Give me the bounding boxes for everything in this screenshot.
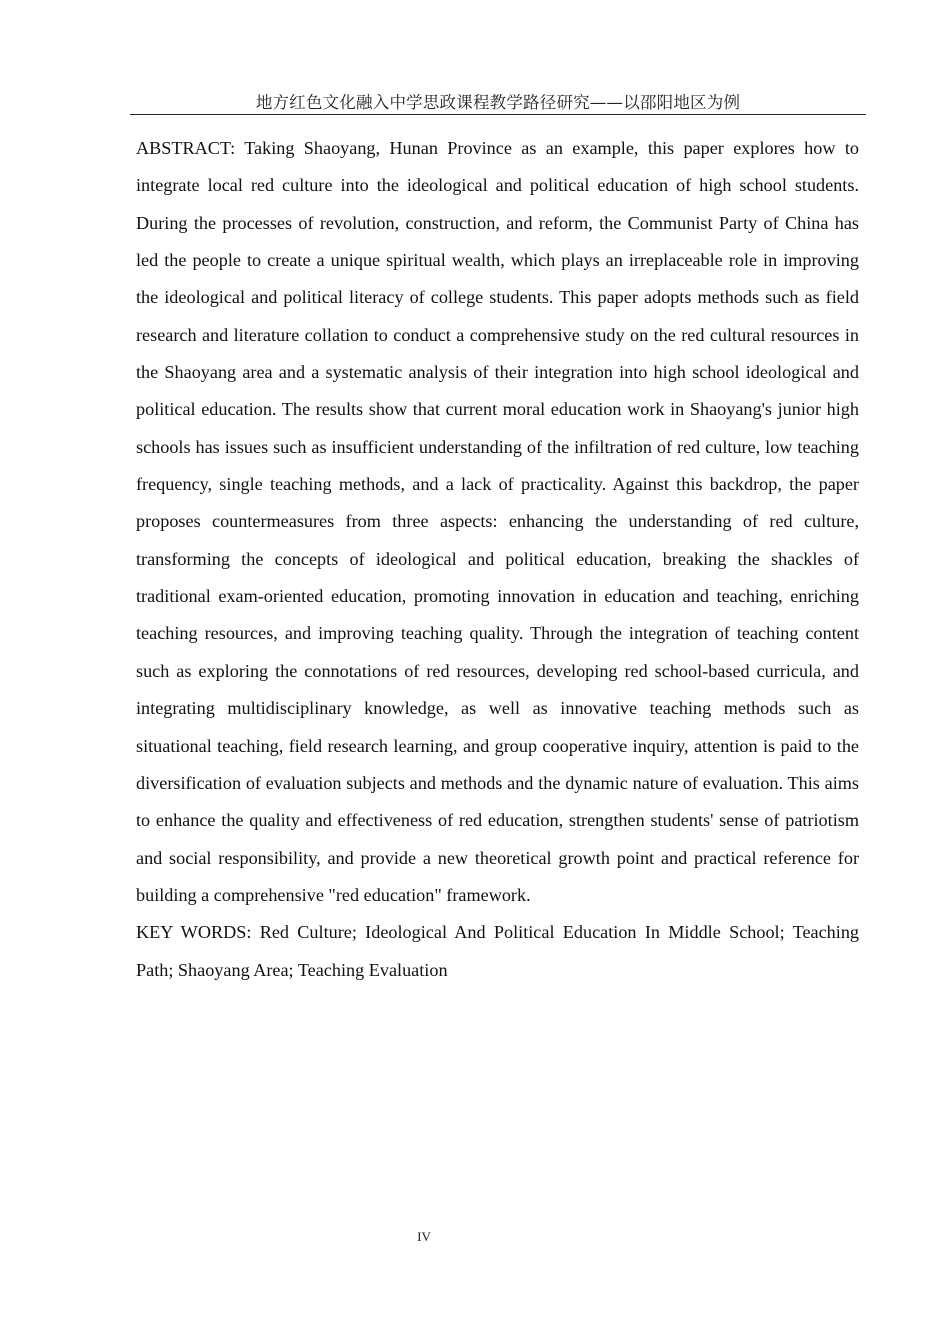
abstract-text: Taking Shaoyang, Hunan Province as an example, this paper explores how to integrate local red culture into the ideological and political education of high school students. During the processes of revolution, construction, and reform, the Communist Party of China has led the people to create a unique spiritual wealth, which plays an irreplaceable role in improving the ideological and political literacy of college students. This paper adopts methods such as field research and literature collation to conduct a comprehensive study on the red cultural resources in the Shaoyang area and a systematic analysis of their integration into high school ideological and political education. The results show that current moral education work in Shaoyang's junior high schools has issues such as insufficient understanding of the infiltration of red culture, low teaching frequency, single teaching methods, and a lack of practicality. Against this backdrop, the paper proposes countermeasures from three aspects: enhancing the understanding of red culture, transforming the concepts of ideological and political education, breaking the shackles of traditional exam-oriented education, promoting innovation in education and teaching, enriching teaching resources, and improving teaching quality. Through the integration of teaching content such as exploring the connotations of red resources, developing red school-based curricula, and integrating multidisciplinary knowledge, as well as innovative teaching methods such as situational teaching, field research learning, and group cooperative inquiry, attention is paid to the diversification of evaluation subjects and methods and the dynamic nature of evaluation. This aims to enhance the quality and effectiveness of red education, strengthen students' sense of patriotism and social responsibility, and provide a new theoretical growth point and practical reference for building a comprehensive "red education" framework. (136, 138, 859, 905)
keywords-paragraph (136, 914, 859, 989)
running-header (130, 92, 866, 115)
page-number (0, 1229, 848, 1245)
page-number-text: IV (417, 1229, 431, 1244)
abstract-paragraph (136, 130, 859, 914)
keywords-label: KEY WORDS: (136, 922, 252, 943)
abstract-label: ABSTRACT: (136, 138, 236, 158)
keywords-text: Red Culture; Ideological And Political Education In Middle School; Teaching Path; Shaoyang Area; Teaching Evaluation (136, 922, 860, 980)
header-title: 地方红色文化融入中学思政课程教学路径研究——以邵阳地区为例 (255, 93, 741, 112)
page-body (136, 130, 859, 989)
